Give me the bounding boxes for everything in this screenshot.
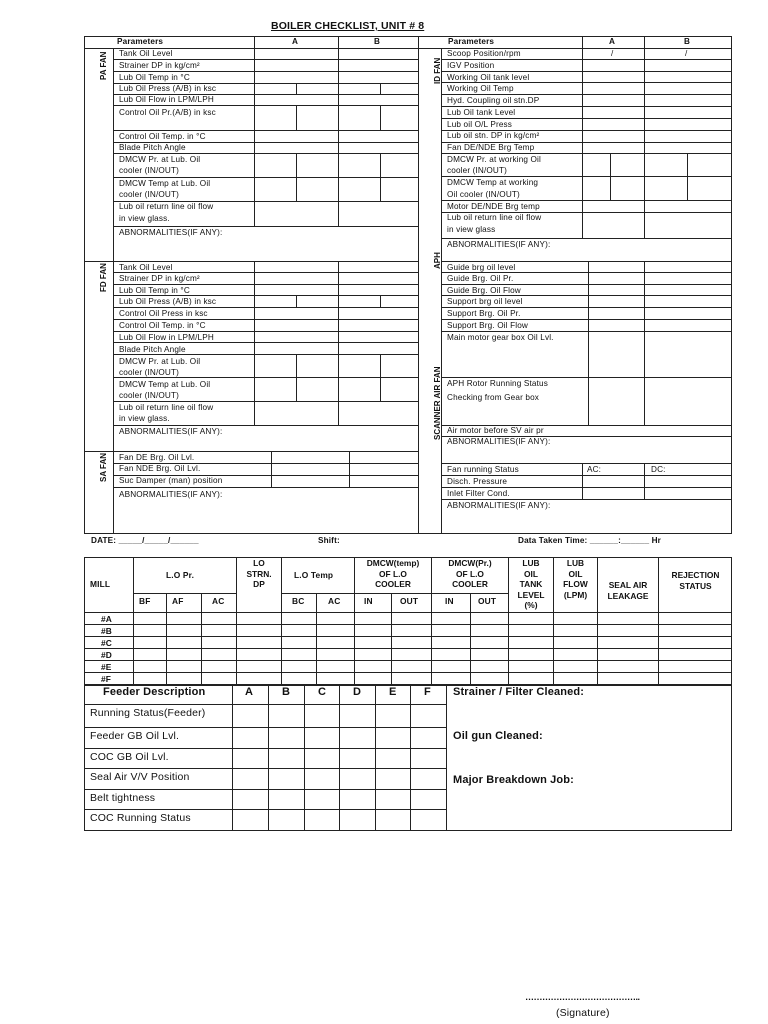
fd-row: Lub oil return line oil flow: [119, 403, 214, 412]
mill-row-label: #D: [101, 650, 113, 660]
mill-row-label: #A: [101, 614, 113, 624]
mill-row-label: #C: [101, 638, 113, 648]
right-col-a: A: [609, 37, 616, 46]
page-title: BOILER CHECKLIST, UNIT # 8: [271, 20, 425, 32]
scanner-row: Disch. Pressure: [447, 477, 508, 486]
sa-fan-label: SA FAN: [99, 452, 108, 482]
sub-header-ac: AC: [212, 596, 225, 606]
sa-row: Fan NDE Brg. Oil Lvl.: [119, 464, 201, 473]
feeder-row: Belt tightness: [90, 792, 156, 804]
scanner-row: Checking from Gear box: [447, 393, 540, 402]
fd-row: Blade Pitch Angle: [119, 345, 186, 354]
pa-row: DMCW Temp at Lub. Oil: [119, 179, 211, 188]
pa-row: Lub Oil Flow in LPM/LPH: [119, 95, 214, 104]
id-row: Scoop Position/rpm: [447, 49, 521, 58]
id-row: Lub oil stn. DP in kg/cm²: [447, 131, 540, 140]
signature-line: …………………………………..: [525, 992, 640, 1002]
fd-row: Control Oil Press in ksc: [119, 309, 208, 318]
id-fan-label: ID FAN: [433, 57, 442, 84]
aph-row: Support brg oil level: [447, 297, 523, 306]
data-taken-time-field[interactable]: Data Taken Time: ______:______ Hr: [518, 536, 662, 545]
sub-header-af: AF: [172, 596, 184, 606]
scanner-row: Air motor before SV air pr: [447, 426, 544, 435]
pa-row: Blade Pitch Angle: [119, 143, 186, 152]
id-row: cooler (IN/OUT): [447, 166, 508, 175]
lo-pr-header: L.O Pr.: [166, 570, 195, 580]
shift-field[interactable]: Shift:: [318, 536, 340, 545]
id-row: Hyd. Coupling oil stn.DP: [447, 96, 540, 105]
aph-abnormalities: ABNORMALITIES(IF ANY):: [447, 437, 551, 446]
aph-row: Guide brg oil level: [447, 263, 516, 272]
id-row: Working Oil tank level: [447, 73, 530, 82]
feeder-description-header: Feeder Description: [103, 686, 206, 698]
id-abnormalities: ABNORMALITIES(IF ANY):: [447, 240, 551, 249]
pa-row: cooler (IN/OUT): [119, 166, 180, 175]
sa-row: Suc Damper (man) position: [119, 476, 223, 485]
scanner-air-fan-label: SCANNER AIR FAN: [433, 366, 442, 440]
sub-header-bf: BF: [139, 596, 151, 606]
pa-row: DMCW Pr. at Lub. Oil: [119, 155, 201, 164]
id-row: IGV Position: [447, 61, 495, 70]
date-field[interactable]: DATE: _____/_____/______: [91, 536, 199, 545]
scanner-abnormalities: ABNORMALITIES(IF ANY):: [447, 501, 551, 510]
fd-abnormalities: ABNORMALITIES(IF ANY):: [119, 427, 223, 436]
fd-fan-label: FD FAN: [99, 263, 108, 292]
id-row: Lub oil return line oil flow: [447, 213, 542, 222]
aph-row: Guide Brg. Oil Pr.: [447, 274, 514, 283]
fd-row: cooler (IN/OUT): [119, 368, 180, 377]
oil-gun-cleaned: Oil gun Cleaned:: [453, 730, 543, 742]
id-row: Motor DE/NDE Brg temp: [447, 202, 540, 211]
dmcw-temp-header: DMCW(temp) OF L.O COOLER: [366, 558, 420, 589]
aph-row: Support Brg. Oil Pr.: [447, 309, 521, 318]
pa-row: Lub Oil Press (A/B) in ksc: [119, 84, 217, 93]
fd-row: in view glass.: [119, 414, 170, 423]
fd-row: cooler (IN/OUT): [119, 391, 180, 400]
feeder-row: COC GB Oil Lvl.: [90, 751, 169, 763]
lub-oil-flow-header: LUB OIL FLOW (LPM): [563, 558, 588, 600]
sub-header-bc: BC: [292, 596, 305, 606]
right-col-b: B: [684, 37, 691, 46]
lub-oil-tank-level-header: LUB OIL TANK LEVEL (%): [517, 558, 545, 610]
scanner-row: Fan running Status: [447, 465, 519, 474]
pa-row: Control Oil Temp. in °C: [119, 132, 206, 141]
lo-temp-header: L.O Temp: [294, 570, 334, 580]
aph-row: Support Brg. Oil Flow: [447, 321, 528, 330]
mill-row-label: #E: [101, 662, 112, 672]
sa-abnormalities: ABNORMALITIES(IF ANY):: [119, 490, 223, 499]
pa-row: cooler (IN/OUT): [119, 190, 180, 199]
lo-strn-dp-header: LO STRN. DP: [246, 558, 272, 589]
feeder-col-c: C: [318, 686, 327, 698]
feeder-row: COC Running Status: [90, 812, 191, 824]
seal-air-leakage-header: SEAL AIR LEAKAGE: [607, 580, 649, 601]
sub-header-in: IN: [445, 596, 454, 606]
feeder-col-d: D: [353, 686, 362, 698]
fd-row: DMCW Pr. at Lub. Oil: [119, 357, 201, 366]
pa-row: Lub oil return line oil flow: [119, 202, 214, 211]
scoop-b-slash: /: [685, 49, 688, 58]
aph-row: Guide Brg. Oil Flow: [447, 286, 521, 295]
left-col-b: B: [374, 37, 381, 46]
sub-header-out: OUT: [400, 596, 419, 606]
id-row: DMCW Pr. at working Oil: [447, 155, 541, 164]
right-param-header: Parameters: [448, 37, 495, 46]
pa-abnormalities: ABNORMALITIES(IF ANY):: [119, 228, 223, 237]
id-row: Fan DE/NDE Brg Temp: [447, 143, 535, 152]
pa-row: Tank Oil Level: [119, 49, 173, 58]
scanner-row: APH Rotor Running Status: [447, 379, 548, 388]
feeder-row: Running Status(Feeder): [90, 707, 206, 719]
dmcw-pr-header: DMCW(Pr.) OF L.O COOLER: [448, 558, 492, 589]
pa-row: in view glass.: [119, 214, 170, 223]
left-col-a: A: [292, 37, 299, 46]
aph-row: Main motor gear box Oil Lvl.: [447, 333, 554, 342]
mill-row-label: #B: [101, 626, 113, 636]
id-row: Lub oil O/L Press: [447, 120, 513, 129]
ac-label: AC:: [587, 465, 602, 474]
pa-row: Strainer DP in kg/cm²: [119, 61, 200, 70]
dc-label: DC:: [651, 465, 666, 474]
pa-fan-label: PA FAN: [99, 51, 108, 80]
major-breakdown-job: Major Breakdown Job:: [453, 774, 574, 786]
fd-row: Lub Oil Temp in °C: [119, 286, 190, 295]
sub-header-ac: AC: [328, 596, 341, 606]
feeder-col-b: B: [282, 686, 291, 698]
scoop-a-slash: /: [611, 49, 614, 58]
feeder-col-a: A: [245, 686, 254, 698]
rejection-status-header: REJECTION STATUS: [671, 570, 720, 591]
sub-header-in: IN: [364, 596, 373, 606]
pa-row: Control Oil Pr.(A/B) in ksc: [119, 108, 216, 117]
fd-row: Control Oil Temp. in °C: [119, 321, 206, 330]
feeder-col-f: F: [424, 686, 431, 698]
aph-label: APH: [433, 252, 442, 269]
fd-row: Lub Oil Flow in LPM/LPH: [119, 333, 214, 342]
mill-row-label: #F: [101, 674, 112, 684]
left-param-header: Parameters: [117, 37, 164, 46]
strainer-filter-cleaned: Strainer / Filter Cleaned:: [453, 686, 585, 698]
id-row: DMCW Temp at working: [447, 178, 539, 187]
id-row: Oil cooler (IN/OUT): [447, 190, 520, 199]
pa-row: Lub Oil Temp in °C: [119, 73, 190, 82]
fd-row: Lub Oil Press (A/B) in ksc: [119, 297, 217, 306]
id-row: Working Oil Temp: [447, 84, 514, 93]
sub-header-out: OUT: [478, 596, 497, 606]
sa-row: Fan DE Brg. Oil Lvl.: [119, 453, 195, 462]
mill-header: MILL: [90, 579, 111, 589]
feeder-col-e: E: [389, 686, 397, 698]
fd-row: Strainer DP in kg/cm²: [119, 274, 200, 283]
signature-label: (Signature): [556, 1007, 610, 1019]
id-row: Lub Oil tank Level: [447, 108, 516, 117]
id-row: in view glass: [447, 225, 496, 234]
feeder-row: Feeder GB Oil Lvl.: [90, 730, 180, 742]
fd-row: Tank Oil Level: [119, 263, 173, 272]
scanner-row: Inlet Filter Cond.: [447, 489, 510, 498]
fd-row: DMCW Temp at Lub. Oil: [119, 380, 211, 389]
feeder-row: Seal Air V/V Position: [90, 771, 190, 783]
